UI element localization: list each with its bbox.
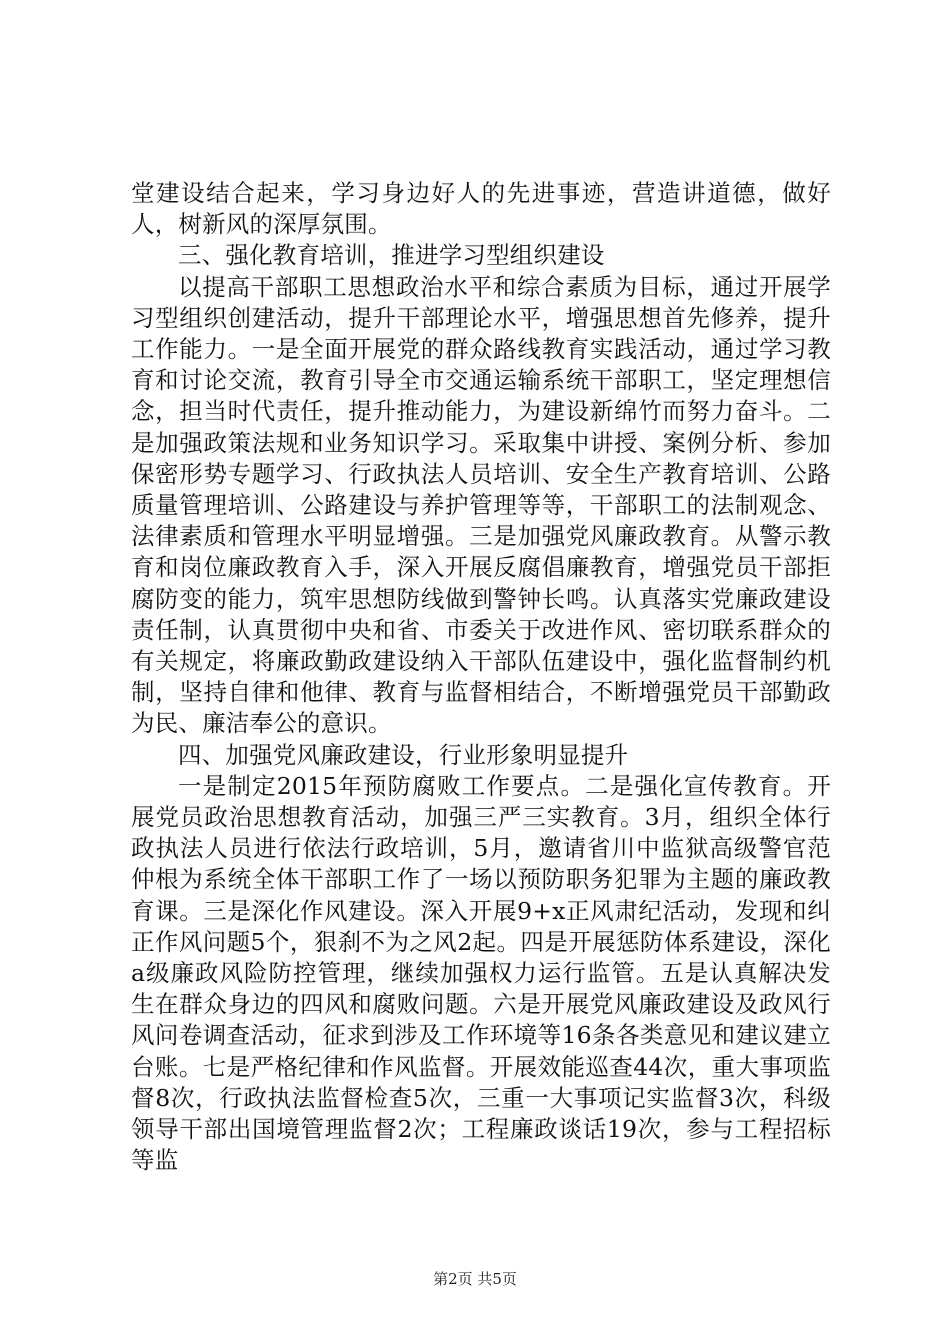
paragraph-continuation: 堂建设结合起来，学习身边好人的先进事迹，营造讲道德，做好人，树新风的深厚氛围。	[131, 179, 831, 239]
paragraph-education-training: 以提高干部职工思想政治水平和综合素质为目标，通过开展学习型组织创建活动，提升干部理论水平，增强思想首先修养，提升工作能力。一是全面开展党的群众路线教育实践活动，通过学习教育和讨论交流，教育引导全市交通运输系统干部职工，坚定理想信念，担当时代责任，提升推动能力，为建设新绵竹而努力奋斗。二是加强政策法规和业务知识学习。采取集中讲授、案例分析、参加保密形势专题学习、行政执法人员培训、安全生产教育培训、公路质量管理培训、公路建设与养护管理等等，干部职工的法制观念、法律素质和管理水平明显增强。三是加强党风廉政教育。从警示教育和岗位廉政教育入手，深入开展反腐倡廉教育，增强党员干部拒腐防变的能力，筑牢思想防线做到警钟长鸣。认真落实党廉政建设责任制，认真贯彻中央和省、市委关于改进作风、密切联系群众的有关规定，将廉政勤政建设纳入干部队伍建设中，强化监督制约机制，坚持自律和他律、教育与监督相结合，不断增强党员干部勤政为民、廉洁奉公的意识。	[131, 272, 831, 738]
section-heading-4: 四、加强党风廉政建设，行业形象明显提升	[178, 740, 629, 769]
section-heading-3: 三、强化教育培训，推进学习型组织建设	[178, 241, 605, 270]
document-body	[131, 178, 831, 1177]
paragraph-anti-corruption: 一是制定2015年预防腐败工作要点。二是强化宣传教育。开展党员政治思想教育活动，加强三严三实教育。3月，组织全体行政执法人员进行依法行政培训，5月，邀请省川中监狱高级警官范仲根为系统全体干部职工作了一场以预防职务犯罪为主题的廉政教育课。三是深化作风建设。深入开展9+x正风肃纪活动，发现和纠正作风问题5个，狠刹不为之风2起。四是开展惩防体系建设，深化a级廉政风险防控管理，继续加强权力运行监管。五是认真解决发生在群众身边的四风和腐败问题。六是开展党风廉政建设及政风行风问卷调查活动，征求到涉及工作环境等16条各类意见和建议建立台账。七是严格纪律和作风监督。开展效能巡查44次，重大事项监督8次，行政执法监督检查5次，三重一大事项记实监督3次，科级领导干部出国境管理监督2次；工程廉政谈话19次，参与工程招标等监	[131, 771, 831, 1175]
page-footer: 第2页 共5页	[433, 1270, 517, 1288]
